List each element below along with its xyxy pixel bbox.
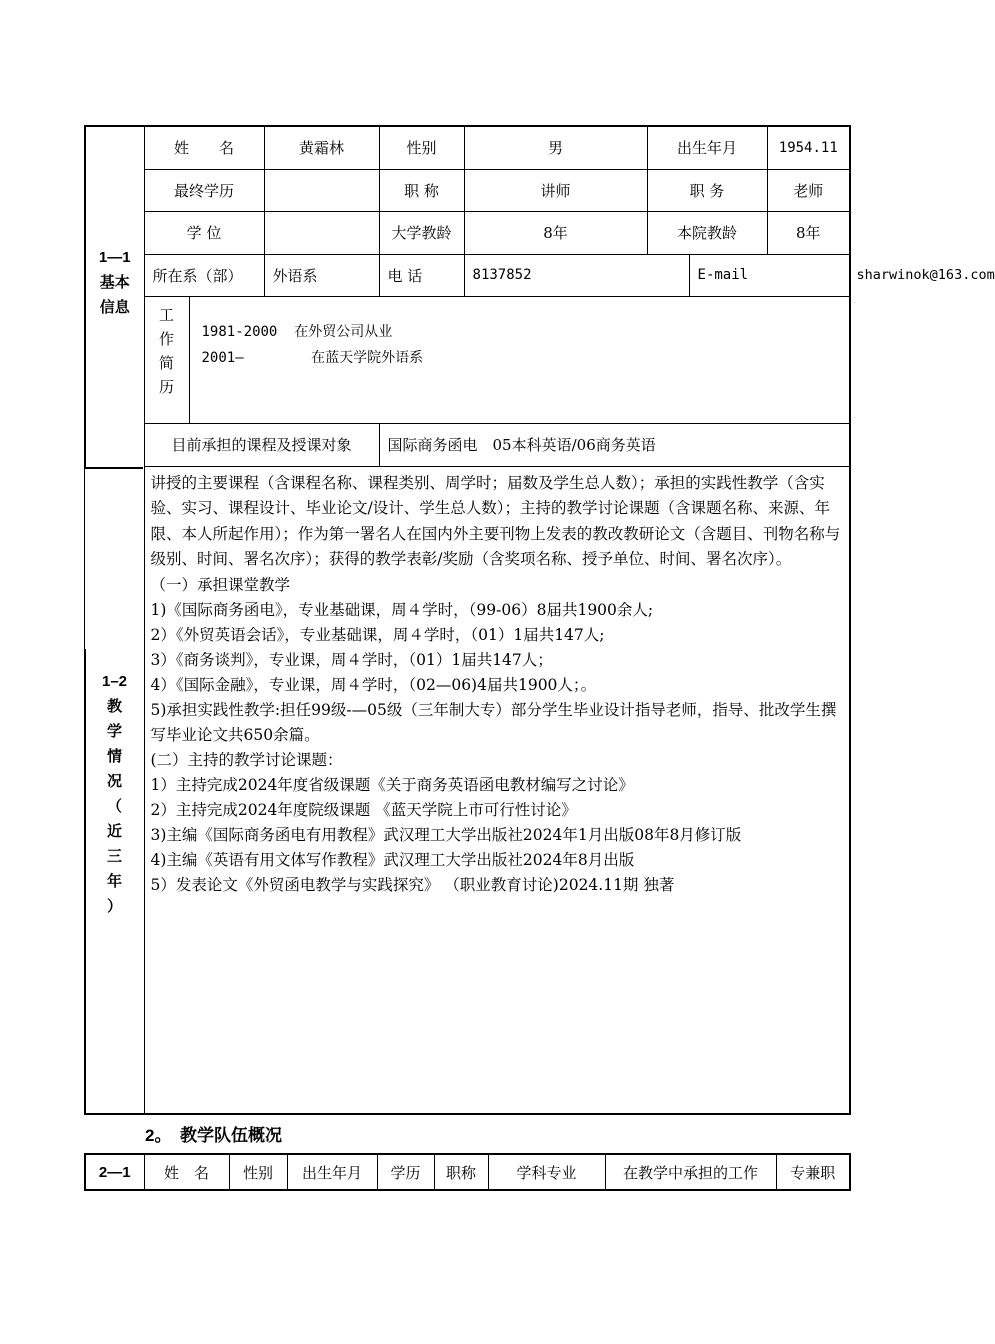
dept-value: 外语系 xyxy=(264,254,379,296)
team-col-header: 专兼职 xyxy=(776,1154,850,1190)
position-label: 职 务 xyxy=(647,169,767,211)
teaching-line: 4)主编《英语有用文体写作教程》武汉理工大学出版社2024年8月出版 xyxy=(150,850,635,869)
degree-label: 学 位 xyxy=(144,211,264,254)
birth-value: 1954.11 xyxy=(767,126,850,169)
section2-title: 2。 教学队伍概况 xyxy=(145,1126,282,1145)
univ-years-value: 8年 xyxy=(464,211,647,254)
teaching-line: （一）承担课堂教学 xyxy=(150,575,291,594)
title-value: 讲师 xyxy=(464,169,647,211)
college-years-label: 本院教龄 xyxy=(647,211,767,254)
name-value: 黄霜林 xyxy=(264,126,379,169)
birth-label: 出生年月 xyxy=(647,126,767,169)
univ-years-label: 大学教龄 xyxy=(379,211,464,254)
gender-value: 男 xyxy=(464,126,647,169)
work-history-text: 1981-2000 在外贸公司从业 2001— 在蓝天学院外语系 xyxy=(201,323,424,366)
team-col-header: 出生年月 xyxy=(287,1154,377,1190)
team-col-header: 学历 xyxy=(377,1154,434,1190)
teaching-line: 5）发表论文《外贸函电教学与实践探究》 （职业教育讨论)2024.11期 独著 xyxy=(150,875,675,894)
teaching-line: 1）主持完成2024年度省级课题《关于商务英语函电教材编写之讨论》 xyxy=(150,775,634,794)
teaching-intro: 讲授的主要课程（含课程名称、课程类别、周学时；届数及学生总人数）；承担的实践性教学（含实验、实习、课程设计、毕业论文/设计、学生总人数）；主持的教学讨论课题（含课题名称、来源、年限、本人所起作用）；作为第一署名人在国内外主要刊物上发表的教改教研论文（含题目、刊物名称与级别、时间、署名次序）；获得的教学表彰/奖励（含奖项名称、授予单位、时间、署名次序）。 xyxy=(150,473,841,568)
name-label: 姓 名 xyxy=(144,126,264,169)
phone-value: 8137852 xyxy=(464,254,689,296)
education-value xyxy=(264,169,379,211)
teaching-line: 1)《国际商务函电》，专业基础课，周４学时，（99-06）8届共1900余人; xyxy=(150,600,654,619)
teaching-line: 3）《商务谈判》，专业课，周４学时，（01）1届共147人； xyxy=(150,650,553,669)
team-col-header: 职称 xyxy=(434,1154,488,1190)
position-value: 老师 xyxy=(767,169,850,211)
teaching-line: 4）《国际金融》，专业课，周４学时，（02—06)4届共1900人；。 xyxy=(150,675,597,694)
gender-label: 性别 xyxy=(379,126,464,169)
team-col-header: 学科专业 xyxy=(488,1154,605,1190)
email-label: E-mail xyxy=(689,254,850,296)
courses-value: 国际商务函电 05本科英语/06商务英语 xyxy=(379,423,850,466)
team-col-header: 性别 xyxy=(229,1154,287,1190)
work-history-cell xyxy=(144,296,850,423)
teaching-line: 2）主持完成2024年度院级课题 《蓝天学院上市可行性讨论》 xyxy=(150,800,577,819)
team-section-label: 2—1 xyxy=(85,1154,144,1190)
team-col-header: 姓 名 xyxy=(144,1154,229,1190)
teaching-line: 3)主编《国际商务函电有用教程》武汉理工大学出版社2024年1月出版08年8月修订版 xyxy=(150,825,742,844)
team-table xyxy=(84,1153,851,1191)
teaching-line: 5)承担实践性教学:担任99级-—05级（三年制大专）部分学生毕业设计指导老师，指导、批改学生撰写毕业论文共650余篇。 xyxy=(150,700,837,744)
teaching-content xyxy=(144,466,850,1114)
phone-label: 电 话 xyxy=(379,254,464,296)
team-col-header: 在教学中承担的工作 xyxy=(605,1154,776,1190)
basic-info-table: 1—1 基本 信息 姓 名 黄霜林 性别 男 出生年月 1954.11 最终学历 职 称 讲师 职 务 老师 学 位 大学教龄 8年 本院教龄 8年 所在系（部） 外语系 电 话 8137852 E-mail sharwinok@163.com 工 作 简 历 1981-2000 在外贸公司从业 2001— 在蓝天学院外语系 目前承担的课程及授课对象 国际商务函电 05本科英语/06商务英语 讲授的主要课程（含课程名称、课程类别、周学时；届数及学生总人数）；承担的实践性教学（含实验、实习、课程设计、毕业论文/设计、学生总人数）；主持的教学讨论课题（含课题名称、来源、年限、本人所起作用）；作为第一署名人在国内外主要刊物上发表的教改教研论文（含题目、刊物名称与级别、时间、署名次序）；获得的教学表彰/奖励（含奖项名称、授予单位、时间、署名次序）。 （一）承担课堂教学 1)《国际商务函电》，专业基础课，周４学时，（99-06）8届共1900余人; 2）《外贸英语会话》，专业基础课，周４学时，（01）1届共147人; 3）《商务谈判》，专业课，周４学时，（01）1届共147人； 4）《国际金融》，专业课，周４学时，（02—06)4届共1900人；。 5)承担实践性教学:担任99级-—05级（三年制大专）部分学生毕业设计指导老师，指导、批改学生撰写毕业论文共650余篇。 (二）主持的教学讨论课题： 1）主持完成2024年度省级课题《关于商务英语函电教材编写之讨论》 2）主持完成2024年度院级课题 《蓝天学院上市可行性讨论》 3)主编《国际商务函电有用教程》武汉理工大学出版社2024年1月出版08年8月修订版 4)主编《英语有用文体写作教程》武汉理工大学出版社2024年8月出版 5）发表论文《外贸函电教学与实践探究》 （职业教育讨论)2024.11期 独著 xyxy=(84,125,851,1115)
education-label: 最终学历 xyxy=(144,169,264,211)
section-label-teaching: 1–2 教 学 情 况 （ 近 三 年 ） xyxy=(101,673,128,915)
college-years-value: 8年 xyxy=(767,211,850,254)
title-label: 职 称 xyxy=(379,169,464,211)
dept-label: 所在系（部） xyxy=(144,254,264,296)
section-label-basic: 1—1 基本 信息 xyxy=(85,126,144,1114)
work-history-label: 工 作 简 历 xyxy=(145,297,190,423)
degree-value xyxy=(264,211,379,254)
teaching-line: (二）主持的教学讨论课题： xyxy=(150,750,343,769)
courses-label: 目前承担的课程及授课对象 xyxy=(144,423,379,466)
teaching-line: 2）《外贸英语会话》，专业基础课，周４学时，（01）1届共147人; xyxy=(150,625,605,644)
